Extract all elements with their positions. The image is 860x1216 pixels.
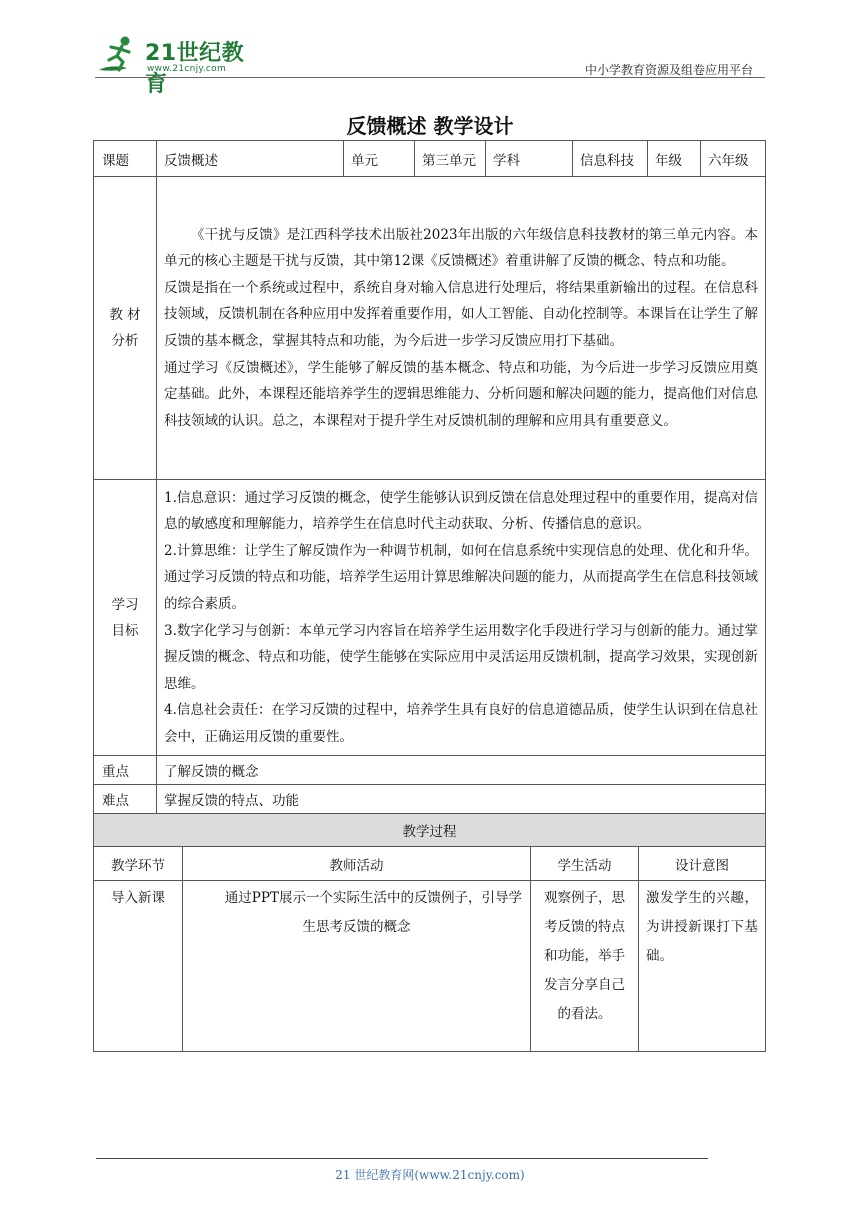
- table-row: [94, 756, 766, 785]
- difficult-point-label: 难点: [94, 785, 157, 814]
- process-heading: 教学过程: [94, 814, 766, 847]
- analysis-paragraph: 反馈是指在一个系统或过程中，系统自身对输入信息进行处理后，将结果重新输出的过程。在信息科技领域，反馈机制在各种应用中发挥着重要作用，如人工智能、自动化控制等。本课旨在让学生了解反馈的基本概念，掌握其特点和功能，为今后进一步学习反馈应用打下基础。: [164, 279, 758, 349]
- analysis-paragraph: 通过学习《反馈概述》，学生能够了解反馈的基本概念、特点和功能，为今后进一步学习反馈应用奠定基础。此外，本课程还能培养学生的逻辑思维能力、分析问题和解决问题的能力，提高他们对信息科技领域的认识。总之，本课程对于提升学生对反馈机制的理解和应用具有重要意义。: [164, 359, 758, 429]
- platform-name: 中小学教育资源及组卷应用平台: [584, 63, 753, 77]
- table-row: [94, 881, 766, 1052]
- analysis-paragraph: 《干扰与反馈》是江西科学技术出版社2023年出版的六年级信息科技教材的第三单元内容。本单元的核心主题是干扰与反馈，其中第12课《反馈概述》着重讲解了反馈的概念、特点和功能。: [164, 226, 758, 270]
- goals-content: [157, 480, 766, 756]
- design-intent-cell: 激发学生的兴趣，为讲授新课打下基础。: [639, 881, 766, 1052]
- goal-item: 1.信息意识：通过学习反馈的概念，使学生能够认识到反馈在信息处理过程中的重要作用，提高对信息的敏感度和理解能力，培养学生在信息时代主动获取、分析、传播信息的意识。: [164, 489, 758, 533]
- subject-label: 学科: [486, 141, 573, 177]
- topic-value: 反馈概述: [157, 141, 344, 177]
- footer-divider: [96, 1158, 708, 1159]
- page-header: [95, 30, 765, 97]
- table-row: [94, 814, 766, 847]
- analysis-content: [157, 177, 766, 480]
- unit-value: 第三单元: [415, 141, 486, 177]
- stage-cell: 导入新课: [94, 881, 183, 1052]
- table-row: [94, 847, 766, 881]
- goal-item: 3.数字化学习与创新：本单元学习内容旨在培养学生运用数字化手段进行学习与创新的能力。通过掌握反馈的概念、特点和功能，使学生能够在实际应用中灵活运用反馈机制，提高学习效果，实现创新思维。: [164, 622, 758, 692]
- teacher-activity-cell: 通过PPT展示一个实际生活中的反馈例子，引导学生思考反馈的概念: [183, 881, 531, 1052]
- student-activity-cell: 观察例子，思考反馈的特点和功能，举手发言分享自己的看法。: [531, 881, 639, 1052]
- teaching-process-table: [93, 813, 766, 1052]
- lesson-info-table: [93, 140, 766, 814]
- analysis-label: 教 材 分析: [94, 177, 157, 480]
- grade-label: 年级: [648, 141, 701, 177]
- unit-label: 单元: [344, 141, 415, 177]
- column-header: 设计意图: [639, 847, 766, 881]
- table-row: [94, 141, 766, 177]
- table-row: [94, 785, 766, 814]
- header-divider: [95, 77, 765, 78]
- subject-value: 信息科技: [573, 141, 648, 177]
- column-header: 教师活动: [183, 847, 531, 881]
- column-header: 学生活动: [531, 847, 639, 881]
- logo-text: 21世纪教育: [145, 41, 245, 97]
- document-title: 反馈概述 教学设计: [346, 114, 514, 138]
- goal-item: 4.信息社会责任：在学习反馈的过程中，培养学生具有良好的信息道德品质，使学生认识到在信息社会中，正确运用反馈的重要性。: [164, 702, 758, 745]
- goals-label: 学习 目标: [94, 480, 157, 756]
- table-row: [94, 480, 766, 756]
- topic-label: 课题: [94, 141, 157, 177]
- column-header: 教学环节: [94, 847, 183, 881]
- key-point-label: 重点: [94, 756, 157, 785]
- site-logo[interactable]: [95, 34, 265, 97]
- goal-item: 2.计算思维：让学生了解反馈作为一种调节机制，如何在信息系统中实现信息的处理、优化和升华。通过学习反馈的特点和功能，培养学生运用计算思维解决问题的能力，从而提高学生在信息科技领域的综合素质。: [164, 542, 758, 612]
- grade-value: 六年级: [701, 141, 766, 177]
- key-point-value: 了解反馈的概念: [157, 756, 766, 785]
- footer-link[interactable]: 21 世纪教育网(www.21cnjy.com): [335, 1168, 525, 1182]
- logo-url: www.21cnjy.com: [147, 64, 227, 74]
- table-row: [94, 177, 766, 480]
- runner-logo-icon: [95, 34, 143, 78]
- difficult-point-value: 掌握反馈的特点、功能: [157, 785, 766, 814]
